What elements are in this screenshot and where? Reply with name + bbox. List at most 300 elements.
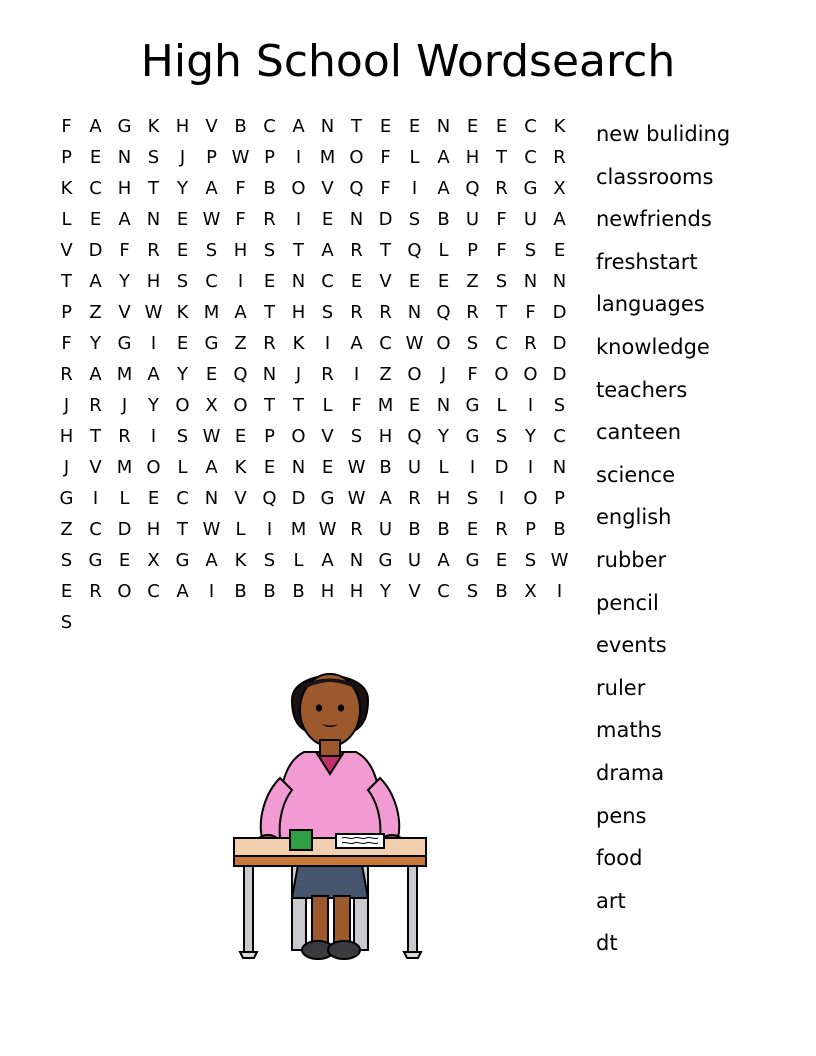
grid-cell[interactable]: B — [263, 178, 276, 199]
grid-cell[interactable]: D — [552, 364, 567, 385]
grid-cell[interactable]: S — [176, 426, 189, 447]
grid-cell[interactable]: F — [467, 364, 478, 385]
grid-cell[interactable]: N — [291, 457, 306, 478]
grid-cell[interactable]: C — [437, 581, 450, 602]
grid-cell[interactable]: L — [119, 488, 130, 509]
grid-cell[interactable]: U — [523, 209, 538, 230]
grid-cell[interactable]: E — [495, 116, 508, 137]
grid-cell[interactable]: R — [321, 364, 334, 385]
grid-cell[interactable]: R — [495, 178, 508, 199]
grid-cell[interactable]: B — [553, 519, 566, 540]
grid-cell[interactable]: J — [63, 457, 70, 478]
grid-cell[interactable]: R — [408, 488, 421, 509]
word-list-item[interactable]: ruler — [596, 675, 646, 700]
grid-cell[interactable]: Q — [407, 240, 422, 261]
grid-cell[interactable]: N — [262, 364, 277, 385]
grid-cell[interactable]: E — [408, 271, 421, 292]
grid-cell[interactable]: A — [379, 488, 392, 509]
grid-cell[interactable]: Z — [60, 519, 73, 540]
grid-cell[interactable]: E — [408, 116, 421, 137]
grid-cell[interactable]: I — [150, 426, 157, 447]
grid-cell[interactable]: L — [496, 395, 507, 416]
grid-cell[interactable]: G — [378, 550, 393, 571]
grid-cell[interactable]: A — [176, 581, 189, 602]
grid-cell[interactable]: T — [293, 395, 304, 416]
grid-cell[interactable]: R — [495, 519, 508, 540]
grid-cell[interactable]: A — [147, 364, 160, 385]
grid-cell[interactable]: T — [496, 147, 507, 168]
grid-cell[interactable]: R — [60, 364, 73, 385]
grid-cell[interactable]: Z — [466, 271, 479, 292]
grid-cell[interactable]: G — [465, 395, 480, 416]
grid-cell[interactable]: S — [147, 147, 160, 168]
grid-cell[interactable]: M — [319, 147, 336, 168]
grid-cell[interactable]: O — [175, 395, 190, 416]
grid-cell[interactable]: U — [378, 519, 393, 540]
grid-cell[interactable]: R — [147, 240, 160, 261]
grid-cell[interactable]: A — [205, 178, 218, 199]
grid-cell[interactable]: V — [408, 581, 421, 602]
grid-cell[interactable]: R — [350, 240, 363, 261]
grid-cell[interactable]: H — [465, 147, 480, 168]
grid-cell[interactable]: Q — [262, 488, 277, 509]
grid-cell[interactable]: I — [295, 209, 302, 230]
grid-cell[interactable]: B — [408, 519, 421, 540]
grid-cell[interactable]: N — [523, 271, 538, 292]
grid-cell[interactable]: E — [89, 147, 102, 168]
grid-cell[interactable]: G — [204, 333, 219, 354]
grid-cell[interactable]: C — [147, 581, 160, 602]
grid-cell[interactable]: T — [380, 240, 391, 261]
grid-cell[interactable]: H — [59, 426, 74, 447]
grid-cell[interactable]: O — [291, 426, 306, 447]
grid-cell[interactable]: Y — [438, 426, 449, 447]
grid-cell[interactable]: G — [117, 333, 132, 354]
grid-cell[interactable]: A — [89, 271, 102, 292]
grid-cell[interactable]: R — [89, 581, 102, 602]
grid-cell[interactable]: G — [465, 426, 480, 447]
grid-cell[interactable]: N — [320, 116, 335, 137]
grid-cell[interactable]: T — [264, 302, 275, 323]
grid-cell[interactable]: S — [495, 426, 508, 447]
grid-cell[interactable]: I — [469, 457, 476, 478]
grid-cell[interactable]: E — [205, 364, 218, 385]
grid-cell[interactable]: E — [89, 209, 102, 230]
grid-cell[interactable]: P — [467, 240, 478, 261]
grid-cell[interactable]: K — [234, 457, 247, 478]
grid-cell[interactable]: Q — [465, 178, 480, 199]
grid-cell[interactable]: I — [556, 581, 563, 602]
grid-cell[interactable]: J — [440, 364, 447, 385]
grid-cell[interactable]: S — [524, 240, 537, 261]
grid-cell[interactable]: B — [263, 581, 276, 602]
grid-cell[interactable]: G — [117, 116, 132, 137]
grid-cell[interactable]: P — [61, 147, 72, 168]
grid-cell[interactable]: C — [205, 271, 218, 292]
word-list-item[interactable]: english — [596, 505, 672, 530]
grid-cell[interactable]: D — [552, 333, 567, 354]
grid-cell[interactable]: I — [237, 271, 244, 292]
grid-cell[interactable]: P — [206, 147, 217, 168]
grid-cell[interactable]: G — [320, 488, 335, 509]
grid-cell[interactable]: T — [90, 426, 101, 447]
grid-cell[interactable]: X — [553, 178, 566, 199]
grid-cell[interactable]: N — [436, 395, 451, 416]
grid-cell[interactable]: N — [552, 457, 567, 478]
grid-cell[interactable]: S — [466, 333, 479, 354]
grid-cell[interactable]: B — [234, 581, 247, 602]
grid-cell[interactable]: E — [321, 457, 334, 478]
grid-cell[interactable]: I — [266, 519, 273, 540]
grid-cell[interactable]: E — [553, 240, 566, 261]
grid-cell[interactable]: A — [205, 550, 218, 571]
grid-cell[interactable]: O — [233, 395, 248, 416]
grid-cell[interactable]: V — [118, 302, 131, 323]
grid-cell[interactable]: S — [263, 240, 276, 261]
grid-cell[interactable]: Q — [349, 178, 364, 199]
grid-cell[interactable]: H — [233, 240, 248, 261]
grid-cell[interactable]: K — [147, 116, 160, 137]
grid-cell[interactable]: C — [321, 271, 334, 292]
grid-cell[interactable]: C — [524, 147, 537, 168]
grid-cell[interactable]: F — [351, 395, 362, 416]
grid-cell[interactable]: P — [554, 488, 565, 509]
grid-cell[interactable]: Z — [379, 364, 392, 385]
grid-cell[interactable]: S — [466, 488, 479, 509]
word-list-item[interactable]: pencil — [596, 590, 659, 615]
grid-cell[interactable]: W — [405, 333, 424, 354]
grid-cell[interactable]: S — [408, 209, 421, 230]
grid-cell[interactable]: N — [349, 209, 364, 230]
grid-cell[interactable]: I — [295, 147, 302, 168]
grid-cell[interactable]: O — [407, 364, 422, 385]
grid-cell[interactable]: K — [553, 116, 566, 137]
grid-cell[interactable]: N — [204, 488, 219, 509]
grid-cell[interactable]: Y — [525, 426, 536, 447]
grid-cell[interactable]: F — [380, 147, 391, 168]
grid-cell[interactable]: W — [144, 302, 163, 323]
grid-cell[interactable]: F — [235, 178, 246, 199]
grid-cell[interactable]: D — [117, 519, 132, 540]
grid-cell[interactable]: W — [550, 550, 569, 571]
grid-cell[interactable]: I — [411, 178, 418, 199]
grid-cell[interactable]: G — [59, 488, 74, 509]
grid-cell[interactable]: H — [349, 581, 364, 602]
grid-cell[interactable]: I — [92, 488, 99, 509]
grid-cell[interactable]: E — [147, 488, 160, 509]
grid-cell[interactable]: B — [437, 209, 450, 230]
grid-cell[interactable]: D — [552, 302, 567, 323]
grid-cell[interactable]: W — [202, 209, 221, 230]
grid-cell[interactable]: P — [264, 147, 275, 168]
grid-cell[interactable]: T — [177, 519, 188, 540]
grid-cell[interactable]: A — [437, 178, 450, 199]
grid-cell[interactable]: F — [525, 302, 536, 323]
grid-cell[interactable]: N — [436, 116, 451, 137]
grid-cell[interactable]: R — [466, 302, 479, 323]
grid-cell[interactable]: O — [436, 333, 451, 354]
grid-cell[interactable]: R — [350, 302, 363, 323]
grid-cell[interactable]: E — [263, 271, 276, 292]
grid-cell[interactable]: M — [116, 364, 133, 385]
grid-cell[interactable]: J — [121, 395, 128, 416]
grid-cell[interactable]: Z — [234, 333, 247, 354]
grid-cell[interactable]: X — [524, 581, 537, 602]
grid-cell[interactable]: B — [495, 581, 508, 602]
grid-cell[interactable]: Z — [89, 302, 102, 323]
grid-cell[interactable]: V — [60, 240, 73, 261]
grid-cell[interactable]: O — [146, 457, 161, 478]
grid-cell[interactable]: V — [379, 271, 392, 292]
grid-cell[interactable]: I — [208, 581, 215, 602]
grid-cell[interactable]: A — [89, 116, 102, 137]
grid-cell[interactable]: R — [553, 147, 566, 168]
grid-cell[interactable]: C — [176, 488, 189, 509]
grid-cell[interactable]: J — [295, 364, 302, 385]
grid-cell[interactable]: N — [117, 147, 132, 168]
word-list-item[interactable]: drama — [596, 760, 665, 785]
grid-cell[interactable]: A — [321, 240, 334, 261]
grid-cell[interactable]: L — [322, 395, 333, 416]
grid-cell[interactable]: R — [263, 333, 276, 354]
grid-cell[interactable]: R — [118, 426, 131, 447]
word-list-item[interactable]: canteen — [596, 420, 682, 445]
grid-cell[interactable]: F — [496, 240, 507, 261]
grid-cell[interactable]: E — [350, 271, 363, 292]
grid-cell[interactable]: A — [437, 147, 450, 168]
grid-cell[interactable]: A — [321, 550, 334, 571]
grid-cell[interactable]: F — [61, 116, 72, 137]
grid-cell[interactable]: O — [523, 364, 538, 385]
grid-cell[interactable]: N — [552, 271, 567, 292]
grid-cell[interactable]: C — [553, 426, 566, 447]
grid-cell[interactable]: F — [61, 333, 72, 354]
grid-cell[interactable]: B — [437, 519, 450, 540]
grid-cell[interactable]: F — [496, 209, 507, 230]
grid-cell[interactable]: O — [117, 581, 132, 602]
grid-cell[interactable]: H — [146, 519, 161, 540]
grid-cell[interactable]: Y — [177, 364, 188, 385]
grid-cell[interactable]: T — [293, 240, 304, 261]
grid-cell[interactable]: D — [291, 488, 306, 509]
grid-cell[interactable]: T — [496, 302, 507, 323]
grid-cell[interactable]: P — [264, 426, 275, 447]
grid-cell[interactable]: S — [495, 271, 508, 292]
grid-cell[interactable]: E — [263, 457, 276, 478]
grid-cell[interactable]: L — [235, 519, 246, 540]
grid-cell[interactable]: C — [89, 178, 102, 199]
grid-cell[interactable]: E — [234, 426, 247, 447]
grid-cell[interactable]: O — [494, 364, 509, 385]
grid-cell[interactable]: E — [379, 116, 392, 137]
grid-cell[interactable]: L — [438, 457, 449, 478]
grid-cell[interactable]: A — [118, 209, 131, 230]
grid-cell[interactable]: W — [202, 519, 221, 540]
grid-cell[interactable]: U — [465, 209, 480, 230]
grid-cell[interactable]: N — [407, 302, 422, 323]
grid-cell[interactable]: T — [351, 116, 362, 137]
grid-cell[interactable]: V — [205, 116, 218, 137]
grid-cell[interactable]: O — [523, 488, 538, 509]
word-list-item[interactable]: food — [596, 846, 643, 871]
grid-cell[interactable]: S — [350, 426, 363, 447]
grid-cell[interactable]: S — [321, 302, 334, 323]
grid-cell[interactable]: E — [466, 116, 479, 137]
grid-cell[interactable]: U — [407, 550, 422, 571]
word-list-item[interactable]: art — [596, 888, 626, 913]
grid-cell[interactable]: I — [353, 364, 360, 385]
grid-cell[interactable]: K — [176, 302, 189, 323]
grid-cell[interactable]: A — [234, 302, 247, 323]
grid-cell[interactable]: D — [88, 240, 103, 261]
grid-cell[interactable]: H — [378, 426, 393, 447]
grid-cell[interactable]: E — [321, 209, 334, 230]
grid-cell[interactable]: P — [525, 519, 536, 540]
grid-cell[interactable]: G — [465, 550, 480, 571]
grid-cell[interactable]: W — [347, 488, 366, 509]
grid-cell[interactable]: W — [318, 519, 337, 540]
grid-cell[interactable]: S — [176, 271, 189, 292]
grid-cell[interactable]: V — [234, 488, 247, 509]
grid-cell[interactable]: C — [89, 519, 102, 540]
grid-cell[interactable]: I — [324, 333, 331, 354]
grid-cell[interactable]: S — [263, 550, 276, 571]
word-list-item[interactable]: teachers — [596, 377, 688, 402]
grid-cell[interactable]: W — [231, 147, 250, 168]
grid-cell[interactable]: S — [205, 240, 218, 261]
grid-cell[interactable]: N — [146, 209, 161, 230]
grid-cell[interactable]: H — [436, 488, 451, 509]
grid-cell[interactable]: E — [176, 209, 189, 230]
grid-cell[interactable]: K — [292, 333, 305, 354]
grid-cell[interactable]: S — [60, 550, 73, 571]
grid-cell[interactable]: B — [292, 581, 305, 602]
grid-cell[interactable]: N — [291, 271, 306, 292]
grid-cell[interactable]: Q — [233, 364, 248, 385]
word-list-item[interactable]: newfriends — [596, 207, 712, 232]
word-list-item[interactable]: dt — [596, 931, 618, 956]
word-list-item[interactable]: events — [596, 633, 667, 658]
grid-cell[interactable]: B — [234, 116, 247, 137]
grid-cell[interactable]: C — [379, 333, 392, 354]
grid-cell[interactable]: R — [350, 519, 363, 540]
grid-cell[interactable]: L — [61, 209, 72, 230]
grid-cell[interactable]: B — [379, 457, 392, 478]
grid-cell[interactable]: G — [88, 550, 103, 571]
grid-cell[interactable]: I — [527, 457, 534, 478]
word-list-item[interactable]: science — [596, 462, 676, 487]
grid-cell[interactable]: E — [176, 333, 189, 354]
grid-cell[interactable]: T — [61, 271, 72, 292]
grid-cell[interactable]: K — [234, 550, 247, 571]
grid-cell[interactable]: T — [148, 178, 159, 199]
grid-cell[interactable]: H — [146, 271, 161, 292]
grid-cell[interactable]: J — [63, 395, 70, 416]
grid-cell[interactable]: I — [527, 395, 534, 416]
word-list-item[interactable]: classrooms — [596, 164, 714, 189]
grid-cell[interactable]: D — [378, 209, 393, 230]
grid-cell[interactable]: Y — [148, 395, 159, 416]
grid-cell[interactable]: R — [379, 302, 392, 323]
grid-cell[interactable]: A — [350, 333, 363, 354]
grid-cell[interactable]: H — [320, 581, 335, 602]
grid-cell[interactable]: H — [117, 178, 132, 199]
grid-cell[interactable]: G — [175, 550, 190, 571]
grid-cell[interactable]: L — [293, 550, 304, 571]
grid-cell[interactable]: H — [175, 116, 190, 137]
grid-cell[interactable]: A — [205, 457, 218, 478]
word-list-item[interactable]: knowledge — [596, 334, 710, 359]
word-list-item[interactable]: maths — [596, 718, 662, 743]
grid-cell[interactable]: I — [498, 488, 505, 509]
grid-cell[interactable]: S — [466, 581, 479, 602]
grid-cell[interactable]: H — [291, 302, 306, 323]
grid-cell[interactable]: C — [524, 116, 537, 137]
grid-cell[interactable]: X — [147, 550, 160, 571]
grid-cell[interactable]: E — [466, 519, 479, 540]
grid-cell[interactable]: S — [553, 395, 566, 416]
grid-cell[interactable]: S — [60, 612, 73, 633]
grid-cell[interactable]: V — [321, 178, 334, 199]
grid-cell[interactable]: R — [89, 395, 102, 416]
grid-cell[interactable]: T — [264, 395, 275, 416]
grid-cell[interactable]: W — [347, 457, 366, 478]
grid-cell[interactable]: M — [377, 395, 394, 416]
grid-cell[interactable]: R — [263, 209, 276, 230]
word-list-item[interactable]: new buliding — [596, 122, 731, 146]
grid-cell[interactable]: M — [116, 457, 133, 478]
grid-cell[interactable]: N — [349, 550, 364, 571]
grid-cell[interactable]: Q — [436, 302, 451, 323]
grid-cell[interactable]: E — [408, 395, 421, 416]
grid-cell[interactable]: E — [437, 271, 450, 292]
grid-cell[interactable]: Y — [177, 178, 188, 199]
grid-cell[interactable]: F — [119, 240, 130, 261]
grid-cell[interactable]: E — [495, 550, 508, 571]
grid-cell[interactable]: A — [437, 550, 450, 571]
grid-cell[interactable]: L — [409, 147, 420, 168]
grid-cell[interactable]: V — [89, 457, 102, 478]
grid-cell[interactable]: M — [203, 302, 220, 323]
grid-cell[interactable]: K — [60, 178, 73, 199]
grid-cell[interactable]: X — [205, 395, 218, 416]
grid-cell[interactable]: R — [524, 333, 537, 354]
grid-cell[interactable]: F — [380, 178, 391, 199]
grid-cell[interactable]: L — [438, 240, 449, 261]
grid-cell[interactable]: Y — [119, 271, 130, 292]
grid-cell[interactable]: G — [523, 178, 538, 199]
grid-cell[interactable]: O — [349, 147, 364, 168]
grid-cell[interactable]: E — [176, 240, 189, 261]
grid-cell[interactable]: Y — [90, 333, 101, 354]
grid-cell[interactable]: E — [118, 550, 131, 571]
grid-cell[interactable]: S — [524, 550, 537, 571]
grid-cell[interactable]: J — [179, 147, 186, 168]
grid-cell[interactable]: C — [263, 116, 276, 137]
word-list-item[interactable]: languages — [596, 292, 705, 317]
grid-cell[interactable]: A — [553, 209, 566, 230]
grid-cell[interactable]: M — [290, 519, 307, 540]
grid-cell[interactable]: A — [292, 116, 305, 137]
word-list-item[interactable]: rubber — [596, 547, 667, 572]
grid-cell[interactable]: D — [494, 457, 509, 478]
grid-cell[interactable]: Q — [407, 426, 422, 447]
grid-cell[interactable]: V — [321, 426, 334, 447]
grid-cell[interactable]: U — [407, 457, 422, 478]
grid-cell[interactable]: F — [235, 209, 246, 230]
grid-cell[interactable]: P — [61, 302, 72, 323]
grid-cell[interactable]: E — [60, 581, 73, 602]
